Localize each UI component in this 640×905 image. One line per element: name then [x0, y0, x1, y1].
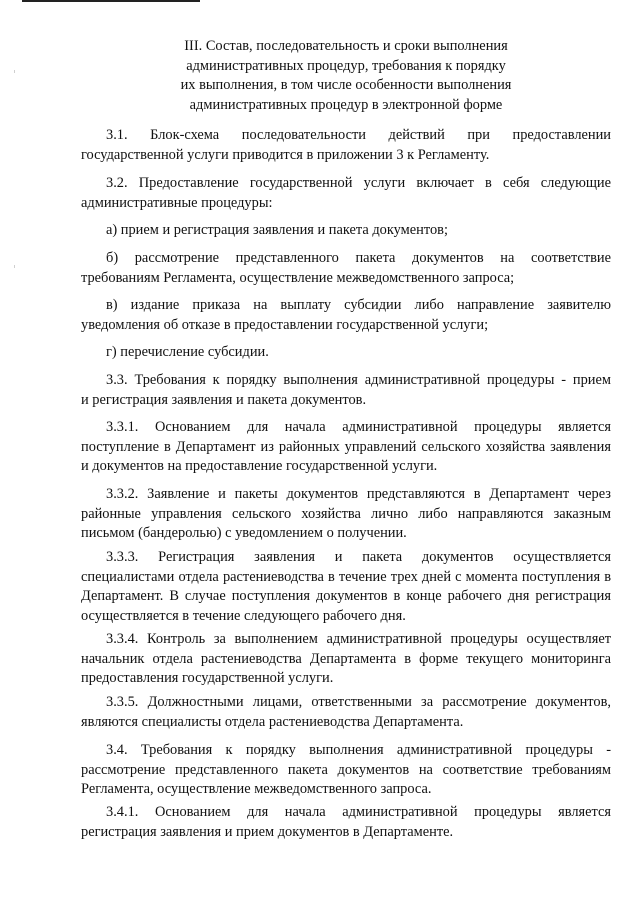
paragraph-first-line: 3.3.2. Заявление и пакеты документов представляются в Департамент через [106, 486, 611, 502]
paragraph-continuation: регистрация заявления и прием документов в Департаменте. [81, 823, 454, 840]
paragraph-continuation: и регистрация заявления и пакета документов. [81, 391, 367, 408]
paragraph-continuation: специалистами отдела растениеводства в течение трех дней с момента поступления в Департамент. В случае поступления документов в конце рабочего дня регистрация осуществляется в течение следующего рабочего дня. [81, 568, 611, 624]
paragraph-continuation: начальник отдела растениеводства Департамента в форме текущего мониторинга предоставления государственной услуги. [81, 650, 611, 686]
paragraph-continuation: поступление в Департамент из районных управлений сельского хозяйства заявления и документов на предоставление государственной услуги. [81, 438, 611, 474]
paragraph-3-3 [81, 371, 611, 410]
list-item-a: а) прием и регистрация заявления и пакета документов; [106, 222, 448, 238]
paragraph-first-line: в) издание приказа на выплату субсидии либо направление заявителю [106, 297, 611, 313]
paragraph-3-4-1 [81, 803, 611, 842]
paragraph-first-line: 3.3.5. Должностными лицами, ответственными за рассмотрение документов, [106, 694, 611, 710]
paragraph-continuation: государственной услуги приводится в приложении 3 к Регламенту. [81, 146, 490, 163]
paragraph-first-line: б) рассмотрение представленного пакета документов на соответствие [106, 250, 611, 266]
paragraph-first-line: 3.3.3. Регистрация заявления и пакета документов осуществляется [106, 549, 611, 565]
margin-mark [14, 70, 15, 73]
margin-mark [14, 265, 15, 268]
paragraph-first-line: 3.4. Требования к порядку выполнения административной процедуры - [106, 742, 611, 758]
paragraph-first-line: 3.1. Блок-схема последовательности действий при предоставлении [106, 127, 611, 143]
paragraph-3-4 [81, 741, 611, 800]
paragraph-3-3-3 [81, 548, 611, 626]
list-item-v [81, 296, 611, 335]
paragraph-first-line: 3.3.4. Контроль за выполнением административной процедуры осуществляет [106, 631, 611, 647]
paragraph-continuation: рассмотрение представленного пакета документов на соответствие требованиям Регламента, осуществление межведомственного запроса. [81, 761, 611, 797]
paragraph-first-line: 3.3. Требования к порядку выполнения административной процедуры - прием [106, 372, 611, 388]
paragraph-3-3-2 [81, 485, 611, 544]
paragraph-continuation: административные процедуры: [81, 194, 273, 211]
paragraph-3-3-1 [81, 418, 611, 477]
paragraph-continuation: являются специалисты отдела растениеводства Департамента. [81, 713, 464, 730]
paragraph-3-2 [81, 174, 611, 213]
paragraph-continuation: районные управления сельского хозяйства лично либо направляются заказным письмом (бандеролью) с уведомлением о получении. [81, 505, 611, 541]
top-rule [22, 0, 200, 2]
section-heading: III. Состав, последовательность и сроки выполнения административных процедур, требования к порядку их выполнения, в том числе особенности выполнения административных процедур в электронной форме [180, 38, 512, 113]
paragraph-first-line: 3.3.1. Основанием для начала административной процедуры является [106, 419, 611, 435]
paragraph-3-1 [81, 126, 611, 165]
list-item-g: г) перечисление субсидии. [106, 344, 269, 360]
paragraph-continuation: уведомления об отказе в предоставлении государственной услуги; [81, 316, 489, 333]
paragraph-3-3-4 [81, 630, 611, 689]
paragraph-first-line: 3.4.1. Основанием для начала административной процедуры является [106, 804, 611, 820]
paragraph-3-3-5 [81, 693, 611, 732]
paragraph-continuation: требованиям Регламента, осуществление межведомственного запроса; [81, 269, 515, 286]
list-item-b [81, 249, 611, 288]
paragraph-first-line: 3.2. Предоставление государственной услуги включает в себя следующие [106, 175, 611, 191]
